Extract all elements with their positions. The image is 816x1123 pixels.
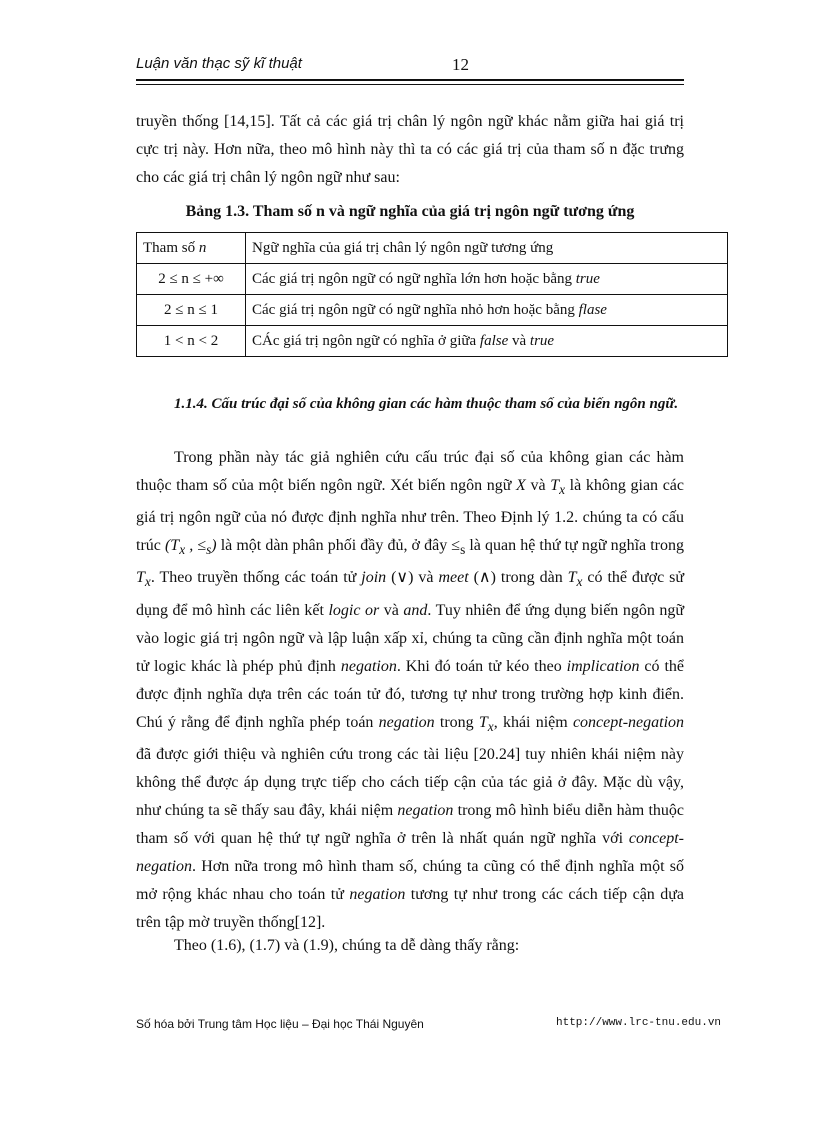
- meaning-cell: Các giá trị ngôn ngữ có ngữ nghĩa lớn hơn hoặc bằng true: [246, 264, 728, 295]
- paragraph-2-text: Trong phần này tác giả nghiên cứu cấu trúc đại số của không gian các hàm thuộc tham số của một biến ngôn ngữ. Xét biến ngôn ngữ X và $T_x$ là không gian các giá trị ngôn ngữ của nó được định nghĩa như trên. Theo Định lý 1.2. chúng ta có cấu trúc ($T_x$ , $\le_s$) là một dàn phân phối đầy đủ, ở đây $\le_s$ là quan hệ thứ tự ngữ nghĩa trong $T_x$. Theo truyền thống các toán tử join (∨) và meet (∧) trong dàn $T_x$ có thể được sử dụng để mô hình các liên kết logic or và and. Tuy nhiên để ứng dụng biến ngôn ngữ vào logic giá trị ngôn ngữ và lập luận xấp xỉ, chúng ta cũng cần định nghĩa một toán tử logic khác là phép phủ định negation. Khi đó toán tử kéo theo implication có thể được định nghĩa dựa trên các toán tử đó, tương tự như trong trường hợp kinh điển. Chú ý rằng để định nghĩa phép toán negation trong $T_x$, khái niệm concept-negation đã được giới thiệu và nghiên cứu trong các tài liệu [20.24] tuy nhiên khái niệm này không thể được áp dụng trực tiếp cho cách tiếp cận của tác giả ở đây. Mặc dù vậy, như chúng ta sẽ thấy sau đây, khái niệm negation trong mô hình biểu diễn hàm thuộc tham số với quan hệ thứ tự ngữ nghĩa ở trên là nhất quán ngữ nghĩa với concept-negation. Hơn nữa trong mô hình tham số, chúng ta cũng có thể định nghĩa một số mở rộng khác nhau cho toán tử negation tương tự như trong các cách tiếp cận dựa trên tập mờ truyền thống[12].: [136, 449, 685, 931]
- page-header: [136, 55, 684, 85]
- footer-url: http://www.lrc-tnu.edu.vn: [556, 1017, 722, 1029]
- header-cell-param: Tham số n: [137, 233, 246, 264]
- param-cell: 2 ≤ n ≤ +∞: [137, 264, 246, 295]
- table-caption: Bảng 1.3. Tham số n và ngữ nghĩa của giá trị ngôn ngữ tương ứng: [185, 203, 635, 220]
- header-title: Luận văn thạc sỹ kĩ thuật: [136, 55, 302, 72]
- footer-source: Số hóa bởi Trung tâm Học liệu – Đại học Thái Nguyên: [136, 1017, 424, 1031]
- table-row: [137, 264, 728, 295]
- header-cell-meaning: Ngữ nghĩa của giá trị chân lý ngôn ngữ tương ứng: [246, 233, 728, 264]
- param-cell: 2 ≤ n ≤ 1: [137, 295, 246, 326]
- header-rule: [136, 79, 684, 81]
- param-cell: 1 < n < 2: [137, 326, 246, 357]
- parameter-table: [136, 232, 728, 357]
- meaning-cell: CÁc giá trị ngôn ngữ có nghĩa ở giữa false và true: [246, 326, 728, 357]
- table-header-row: [137, 233, 728, 264]
- meaning-cell: Các giá trị ngôn ngữ có ngữ nghĩa nhỏ hơn hoặc bằng flase: [246, 295, 728, 326]
- page-number: 12: [452, 55, 469, 74]
- table-row: [137, 295, 728, 326]
- header-rule-thin: [136, 84, 684, 85]
- paragraph-3: Theo (1.6), (1.7) và (1.9), chúng ta dễ dàng thấy rằng:: [174, 937, 520, 954]
- paragraph-1: truyền thống [14,15]. Tất cả các giá trị chân lý ngôn ngữ khác nằm giữa hai giá trị cực trị này. Hơn nữa, theo mô hình này thì ta có các giá trị của tham số n đặc trưng cho các giá trị chân lý ngôn ngữ như sau:: [136, 113, 684, 186]
- paragraph-2: [136, 416, 684, 937]
- table-row: [137, 326, 728, 357]
- section-heading: 1.1.4. Cấu trúc đại số của không gian các hàm thuộc tham số của biến ngôn ngữ.: [174, 396, 679, 412]
